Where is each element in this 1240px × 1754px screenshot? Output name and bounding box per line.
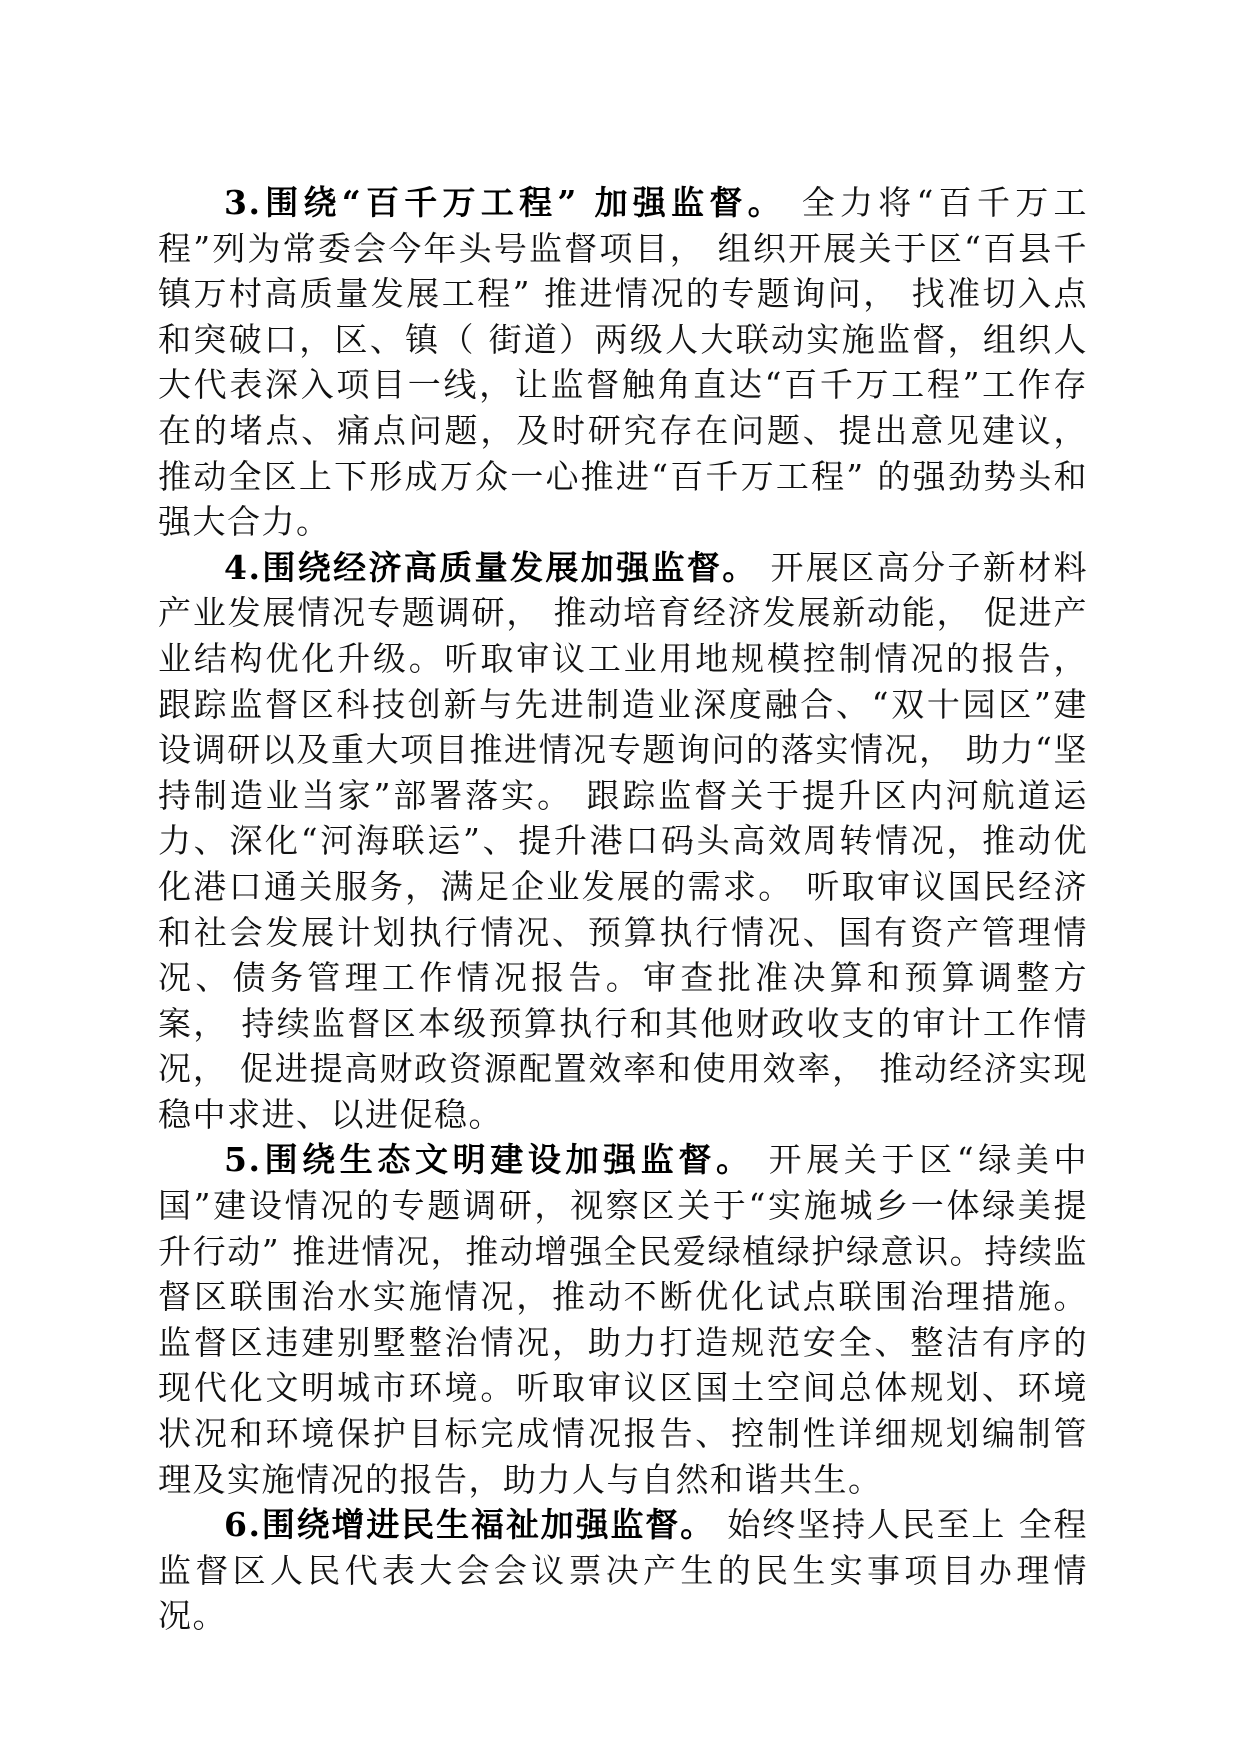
paragraph-heading: 5.围绕生态文明建设加强监督。 [224,1140,754,1180]
paragraph-text: 全力将“百千万工程”列为常委会今年头号监督项目， 组织开展关于区“百县千镇万村高质量发展工程” 推进情况的专题询问， 找准切入点和突破口，区、镇（ 街道）两级人大联动实施监督，组织人大代表深入项目一线，让监督触角直达“百千万工程”工作存在的堵点、痛点问题，及时研究存在问题、提出意见建议，推动全区上下形成万众一心推进“百千万工程” 的强劲势头和强大合力。 [158,183,1088,542]
paragraph-text: 开展区高分子新材料产业发展情况专题调研， 推动培育经济发展新动能， 促进产业结构优化升级。听取审议工业用地规模控制情况的报告， 跟踪监督区科技创新与先进制造业深度融合、“双十园区”建设调研以及重大项目推进情况专题询问的落实情况， 助力“坚持制造业当家”部署落实。 跟踪监督关于提升区内河航道运力、深化“河海联运”、提升港口码头高效周转情况，推动优化港口通关服务，满足企业发展的需求。 听取审议国民经济和社会发展计划执行情况、预算执行情况、国有资产管理情况、债务管理工作情况报告。审查批准决算和预算调整方案， 持续监督区本级预算执行和其他财政收支的审计工作情况， 促进提高财政资源配置效率和使用效率， 推动经济实现稳中求进、以进促稳。 [158,547,1088,1134]
paragraph-item-5 [158,1137,1088,1502]
document-body [158,180,1088,1639]
paragraph-item-6 [158,1502,1088,1639]
paragraph-item-4 [158,545,1088,1138]
paragraph-heading: 6.围绕增进民生福祉加强监督。 [224,1505,716,1545]
paragraph-heading: 4.围绕经济高质量发展加强监督。 [224,547,758,587]
paragraph-heading: 3.围绕“百千万工程” 加强监督。 [224,183,786,222]
paragraph-text: 开展关于区“绿美中国”建设情况的专题调研，视察区关于“实施城乡一体绿美提升行动” 推进情况，推动增强全民爱绿植绿护绿意识。持续监督区联围治水实施情况，推动不断优化试点联围治理措施。监督区违建别墅整治情况，助力打造规范安全、整洁有序的现代化文明城市环境。听取审议区国土空间总体规划、环境状况和环境保护目标完成情况报告、控制性详细规划编制管理及实施情况的报告，助力人与自然和谐共生。 [158,1140,1088,1499]
paragraph-item-3 [158,180,1088,545]
paragraph-text: 始终坚持人民至上 全程监督区人民代表大会会议票决产生的民生实事项目办理情况。 [158,1505,1088,1636]
